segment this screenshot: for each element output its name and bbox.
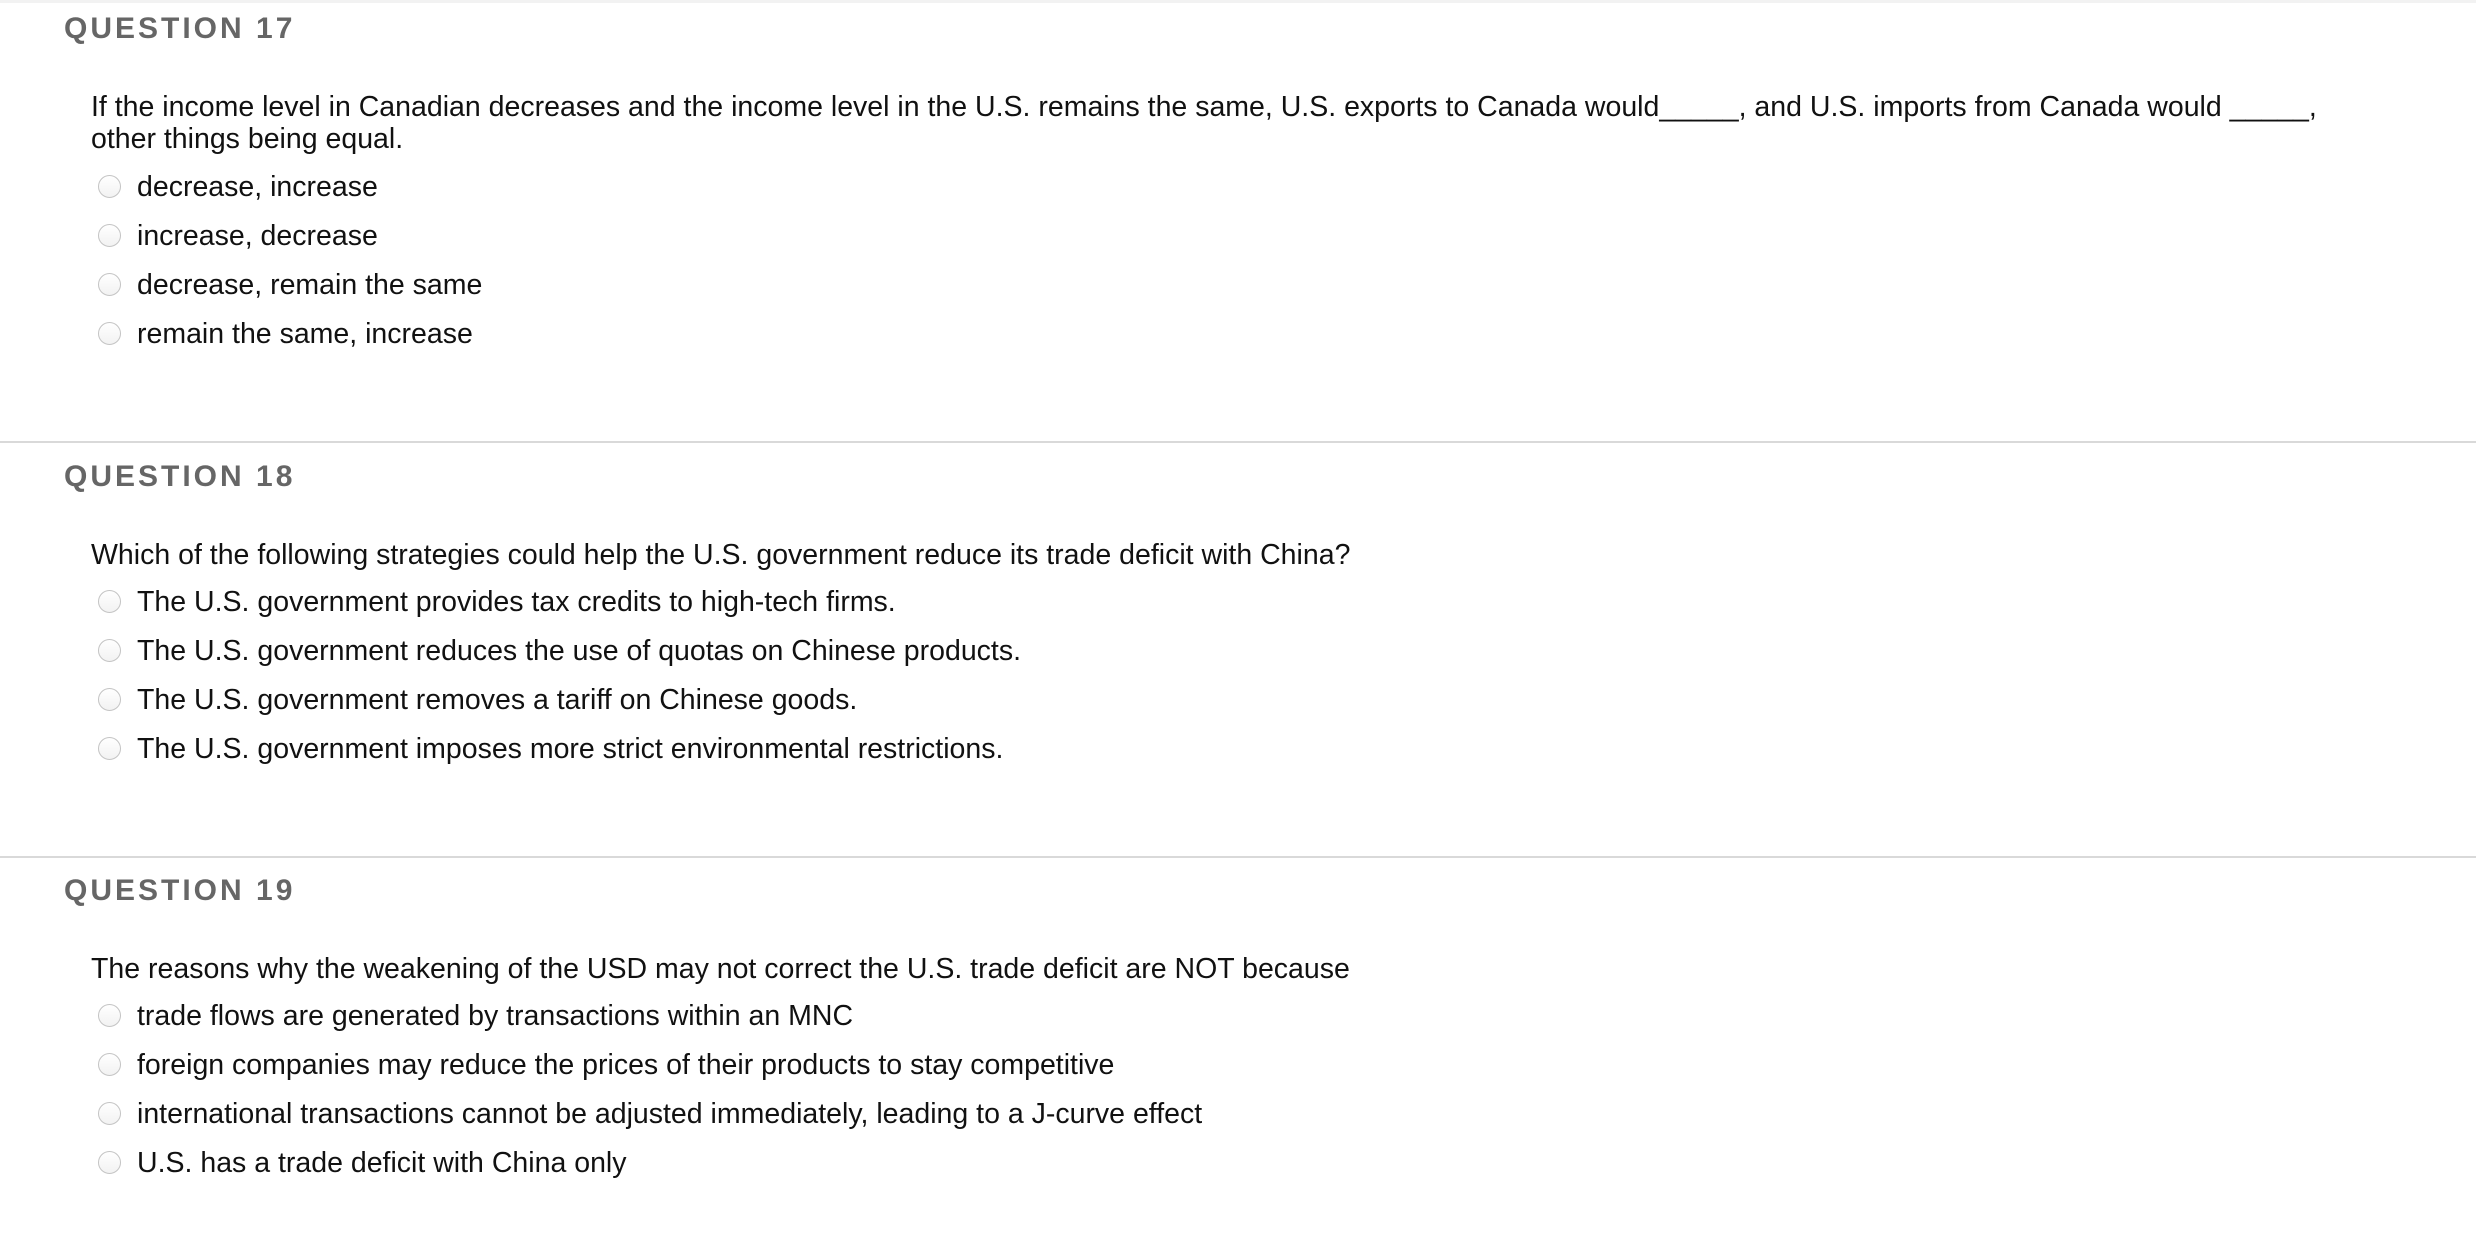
answer-label: U.S. has a trade deficit with China only (137, 1146, 627, 1179)
answer-option[interactable] (98, 626, 1021, 675)
answer-label: decrease, remain the same (137, 268, 483, 301)
answer-label: The U.S. government provides tax credits to high-tech firms. (137, 585, 896, 618)
answer-label: increase, decrease (137, 219, 378, 252)
top-edge (0, 0, 2476, 3)
question-title: QUESTION 17 (64, 12, 296, 45)
answer-option[interactable] (98, 162, 482, 211)
question-text: The reasons why the weakening of the USD may not correct the U.S. trade deficit are NOT because (91, 953, 1350, 985)
answer-option[interactable] (98, 675, 1021, 724)
answer-label: trade flows are generated by transactions within an MNC (137, 999, 854, 1032)
answer-label: decrease, increase (137, 170, 378, 203)
answer-option[interactable] (98, 991, 1202, 1040)
question-text: If the income level in Canadian decreases and the income level in the U.S. remains the same, U.S. exports to Canada would_____, and U.S. imports from Canada would _____, other things being equal. (91, 91, 2317, 155)
answer-options (98, 991, 1202, 1187)
answer-option[interactable] (98, 309, 482, 358)
radio-button[interactable] (98, 590, 121, 613)
radio-button[interactable] (98, 322, 121, 345)
answer-label: foreign companies may reduce the prices of their products to stay competitive (137, 1048, 1115, 1081)
radio-button[interactable] (98, 1151, 121, 1174)
question-title: QUESTION 18 (64, 460, 296, 493)
question-text: Which of the following strategies could help the U.S. government reduce its trade deficit with China? (91, 539, 1351, 571)
answer-option[interactable] (98, 260, 482, 309)
radio-button[interactable] (98, 273, 121, 296)
question-divider (0, 441, 2476, 443)
answer-label: remain the same, increase (137, 317, 473, 350)
radio-button[interactable] (98, 688, 121, 711)
answer-options (98, 577, 1021, 773)
answer-label: The U.S. government removes a tariff on Chinese goods. (137, 683, 858, 716)
radio-button[interactable] (98, 737, 121, 760)
radio-button[interactable] (98, 1004, 121, 1027)
radio-button[interactable] (98, 1053, 121, 1076)
radio-button[interactable] (98, 639, 121, 662)
answer-label: international transactions cannot be adjusted immediately, leading to a J-curve effect (137, 1097, 1203, 1130)
answer-option[interactable] (98, 1040, 1202, 1089)
answer-label: The U.S. government imposes more strict environmental restrictions. (137, 732, 1004, 765)
answer-option[interactable] (98, 1138, 1202, 1187)
answer-option[interactable] (98, 1089, 1202, 1138)
question-divider (0, 856, 2476, 858)
radio-button[interactable] (98, 224, 121, 247)
radio-button[interactable] (98, 175, 121, 198)
answer-label: The U.S. government reduces the use of quotas on Chinese products. (137, 634, 1022, 667)
answer-options (98, 162, 482, 358)
question-title: QUESTION 19 (64, 874, 296, 907)
answer-option[interactable] (98, 724, 1021, 773)
answer-option[interactable] (98, 211, 482, 260)
answer-option[interactable] (98, 577, 1021, 626)
radio-button[interactable] (98, 1102, 121, 1125)
